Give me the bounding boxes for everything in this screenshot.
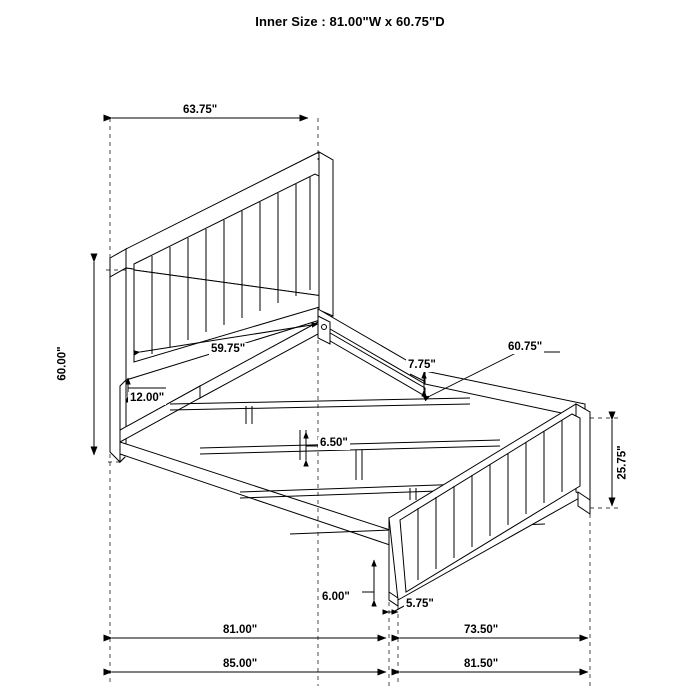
headboard <box>110 152 333 462</box>
dimension-label-slat-height: 6.50" <box>320 437 348 449</box>
page-title: Inner Size : 81.00"W x 60.75"D <box>255 14 445 29</box>
dimension-label-headboard-panel-width: 59.75" <box>211 343 246 355</box>
dimension-label-side-rail-depth: 60.75" <box>508 341 543 353</box>
dimension-label-overall-depth: 81.50" <box>464 658 499 670</box>
dimension-label-footboard-width: 73.50" <box>464 624 499 636</box>
dimension-label-footboard-height: 25.75" <box>616 445 629 480</box>
dimension-label-footboard-leg: 5.75" <box>406 598 434 610</box>
dimension-label-headboard-height: 60.00" <box>56 346 69 381</box>
dimension-label-overall-length: 85.00" <box>223 658 258 670</box>
dimension-label-floor-clearance: 6.00" <box>322 591 350 603</box>
footboard <box>389 404 590 606</box>
dimension-label-headboard-clearance: 12.00" <box>130 392 165 404</box>
dimension-label-mattress-width: 81.00" <box>223 624 258 636</box>
dimension-label-rail-height: 7.75" <box>408 359 436 371</box>
dimension-label-headboard-width: 63.75" <box>183 104 218 116</box>
